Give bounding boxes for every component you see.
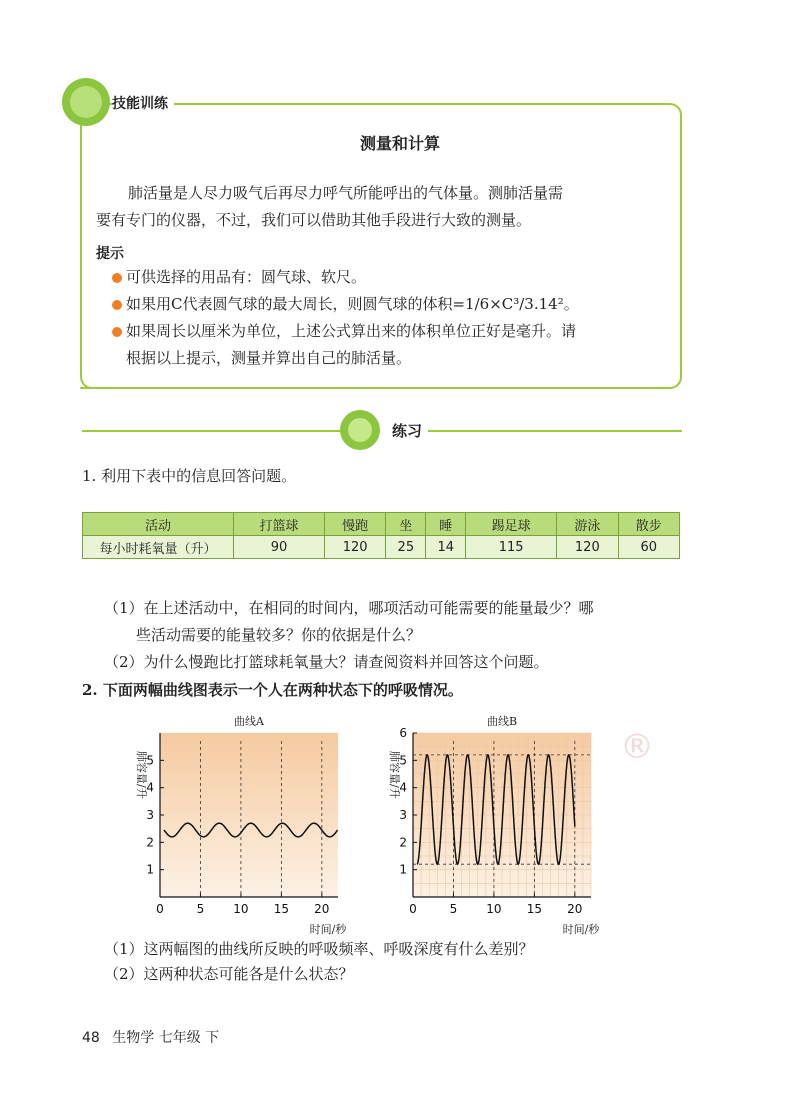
y-tick-label: 3 [399,808,407,822]
hint-label: 提示 [96,246,124,262]
y-tick-label: 1 [399,862,407,877]
table-cell: 90 [234,536,325,559]
y-tick-label: 6 [399,726,407,740]
hint-item: 如果周长以厘米为单位，上述公式算出来的体积单位正好是毫升。请 [126,322,577,340]
x-tick-label: 0 [156,902,164,916]
chart-title: 曲线B [486,715,518,728]
x-tick-label: 20 [314,902,330,916]
y-tick-label: 1 [146,862,154,877]
table-header-cell: 慢跑 [324,513,385,536]
table-header-cell: 踢足球 [466,513,557,536]
y-tick-label: 2 [399,835,407,850]
table-header-cell: 游泳 [557,513,618,536]
question-2-1: （1）这两幅图的曲线所反映的呼吸频率、呼吸深度有什么差别？ [104,940,534,958]
skill-para-line2: 要有专门的仪器，不过，我们可以借助其他手段进行大致的测量。 [96,211,532,229]
x-axis-label: 时间/秒 [562,923,600,936]
y-tick-label: 5 [146,753,154,768]
book-title: 生物学 七年级 下 [112,1030,220,1046]
question-1-2: （2）为什么慢跑比打篮球耗氧量大？请查阅资料并回答这个问题。 [104,653,549,671]
y-axis-label: 肺容量/升 [135,751,148,799]
question-1: 1. 利用下表中的信息回答问题。 [82,467,297,485]
page-number: 48 [82,1030,100,1046]
x-tick-label: 5 [196,902,205,916]
table-cell: 120 [324,536,385,559]
skill-training-label: 技能训练 [112,93,174,113]
chart-a [135,714,347,936]
x-tick-label: 10 [486,902,502,916]
table-header-cell: 打篮球 [234,513,325,536]
skill-box-title: 测量和计算 [359,134,440,153]
table-header-cell: 坐 [386,513,426,536]
table-cell: 25 [386,536,426,559]
table-cell: 14 [426,536,466,559]
x-tick-label: 15 [526,902,543,916]
y-tick-label: 4 [399,780,407,795]
table-header-cell: 活动 [83,513,234,536]
x-tick-label: 20 [567,902,583,916]
skill-para-line1: 肺活量是人尽力吸气后再尽力呼气所能呼出的气体量。测肺活量需 [128,184,564,202]
table-header-cell: 睡 [426,513,466,536]
page-footer [82,1027,219,1047]
y-tick-label: 4 [146,780,154,795]
x-tick-label: 5 [449,902,458,916]
table-cell: 60 [618,536,679,559]
x-tick-label: 0 [409,902,417,916]
question-1-1-line1: （1）在上述活动中，在相同的时间内，哪项活动可能需要的能量最少？哪 [104,599,594,617]
exercise-label: 练习 [386,420,428,441]
hint-item-cont: 根据以上提示，测量并算出自己的肺活量。 [126,349,412,367]
plot-background [160,733,338,897]
table-cell: 120 [557,536,618,559]
chart-title: 曲线A [234,715,264,728]
question-2: 2. 下面两幅曲线图表示一个人在两种状态下的呼吸情况。 [82,681,463,699]
y-tick-label: 2 [146,835,154,850]
x-axis-label: 时间/秒 [309,923,347,936]
chart-b [388,714,600,936]
table-cell: 115 [466,536,557,559]
table-cell: 每小时耗氧量（升） [83,536,234,559]
table-header-cell: 散步 [618,513,679,536]
x-tick-label: 15 [273,902,290,916]
hint-item: 如果用C代表圆气球的最大周长，则圆气球的体积=1/6×C³/3.14²。 [126,295,579,313]
x-tick-label: 10 [233,902,249,916]
question-1-1-line2: 些活动需要的能量较多？你的依据是什么？ [136,626,422,644]
y-tick-label: 5 [399,753,407,768]
question-2-2: （2）这两种状态可能各是什么状态？ [104,965,354,983]
y-tick-label: 3 [146,808,154,822]
hint-item: 可供选择的用品有：圆气球、软尺。 [126,268,367,286]
y-axis-label: 肺容量/升 [388,751,401,799]
registered-watermark: ® [620,727,654,767]
